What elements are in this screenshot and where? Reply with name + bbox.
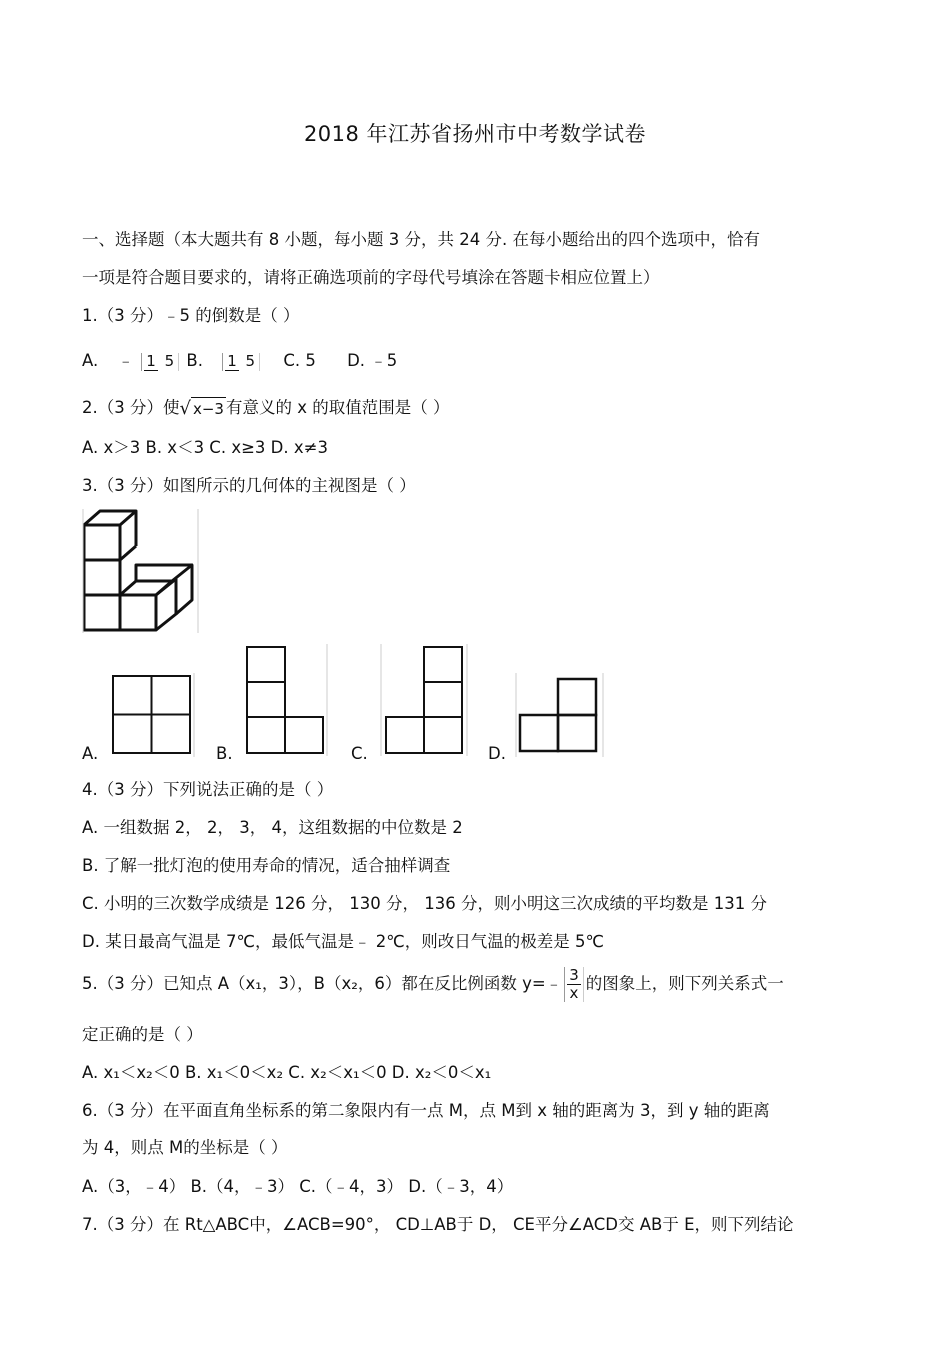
stem-prefix: 2.（3 分）使 bbox=[82, 398, 180, 417]
stem-prefix: 5.（3 分）已知点 A（x₁，3），B（x₂，6）都在反比例函数 y=﹣ bbox=[82, 974, 563, 993]
question-5-options: A. x₁＜x₂＜0 B. x₁＜0＜x₂ C. x₂＜x₁＜0 D. x₂＜0＜x₁ bbox=[82, 1063, 492, 1082]
option-a-sign: ﹣ bbox=[117, 351, 134, 370]
question-6-stem-line2: 为 4，则点 M的坐标是（ ） bbox=[82, 1138, 288, 1157]
radicand: x−3 bbox=[191, 397, 226, 420]
q3-option-c-label: C. bbox=[351, 744, 368, 763]
fraction-denominator: x bbox=[569, 984, 579, 1002]
option-a-label: A. bbox=[82, 351, 99, 370]
q3-option-d-label: D. bbox=[488, 744, 506, 763]
question-3-stem: 3.（3 分）如图所示的几何体的主视图是（ ） bbox=[82, 476, 416, 495]
question-4-option-a: A. 一组数据 2， 2， 3， 4，这组数据的中位数是 2 bbox=[82, 818, 463, 837]
fraction-numerator: 1 bbox=[227, 351, 237, 370]
option-d: D. ﹣5 bbox=[347, 351, 398, 370]
fraction-denominator: 5 bbox=[164, 351, 175, 370]
q3-option-a-label: A. bbox=[82, 744, 99, 763]
q3-option-d-figure bbox=[515, 673, 605, 757]
q3-option-b-label: B. bbox=[216, 744, 233, 763]
function-fraction bbox=[564, 967, 584, 1002]
question-4-stem: 4.（3 分）下列说法正确的是（ ） bbox=[82, 780, 334, 799]
question-7-stem-line1: 7.（3 分）在 Rt△ABC中，∠ACB=90°， CD⊥AB于 D， CE平分∠ACD交 AB于 E，则下列结论 bbox=[82, 1215, 794, 1234]
question-4-option-c: C. 小明的三次数学成绩是 126 分， 130 分， 136 分，则小明这三次成绩的平均数是 131 分 bbox=[82, 894, 767, 913]
question-5-stem-line2: 定正确的是（ ） bbox=[82, 1025, 203, 1044]
fraction-numerator: 3 bbox=[569, 966, 579, 984]
question-5-stem bbox=[82, 962, 784, 1006]
q3-option-a-figure bbox=[110, 673, 195, 757]
option-b-label: B. bbox=[186, 351, 203, 370]
stem-suffix: 的图象上，则下列关系式一 bbox=[585, 974, 784, 993]
question-4-option-d: D. 某日最高气温是 7℃，最低气温是﹣ 2℃，则改日气温的极差是 5℃ bbox=[82, 932, 605, 951]
question-1-options bbox=[82, 340, 397, 382]
solid-figure bbox=[82, 509, 200, 633]
question-2-stem bbox=[82, 397, 449, 420]
question-1-stem: 1.（3 分）﹣5 的倒数是（ ） bbox=[82, 306, 300, 325]
page-title: 2018 年江苏省扬州市中考数学试卷 bbox=[303, 122, 647, 146]
question-4-option-b: B. 了解一批灯泡的使用寿命的情况，适合抽样调查 bbox=[82, 856, 451, 875]
fraction-denominator: 5 bbox=[245, 351, 256, 370]
section-instructions-line2: 一项是符合题目要求的，请将正确选项前的字母代号填涂在答题卡相应位置上） bbox=[82, 268, 660, 287]
q3-option-c-figure bbox=[380, 644, 468, 756]
square-root bbox=[180, 397, 226, 420]
radical-sign-icon: √ bbox=[179, 398, 191, 419]
option-c: C. 5 bbox=[283, 351, 316, 370]
question-6-stem-line1: 6.（3 分）在平面直角坐标系的第二象限内有一点 M，点 M到 x 轴的距离为 3，到 y 轴的距离 bbox=[82, 1101, 770, 1120]
question-2-options: A. x＞3 B. x＜3 C. x≥3 D. x≠3 bbox=[82, 438, 328, 457]
fraction-numerator: 1 bbox=[146, 351, 156, 370]
option-a-fraction bbox=[141, 353, 179, 371]
stem-suffix: 有意义的 x 的取值范围是（ ） bbox=[225, 398, 450, 417]
q3-option-b-figure bbox=[244, 644, 328, 756]
section-instructions-line1: 一、选择题（本大题共有 8 小题，每小题 3 分，共 24 分. 在每小题给出的四个选项中，恰有 bbox=[82, 230, 760, 249]
question-6-options: A.（3，﹣4） B.（4，﹣3） C.（﹣4，3） D.（﹣3，4） bbox=[82, 1177, 514, 1196]
option-b-fraction bbox=[222, 353, 260, 371]
